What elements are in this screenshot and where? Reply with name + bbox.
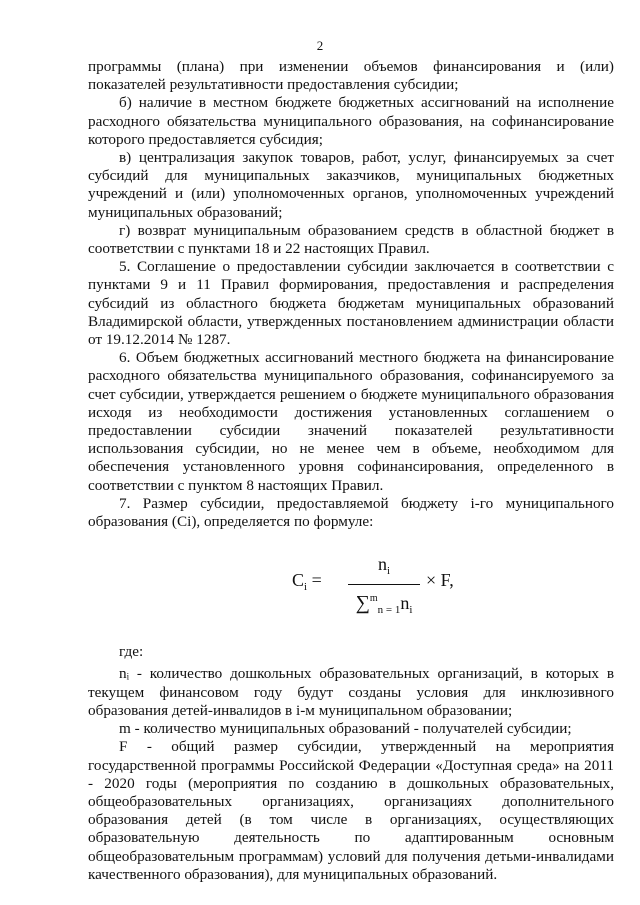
formula-block [88,545,614,637]
paragraph: nᵢ - количество дошкольных образовательных организаций, в которых в текущем финансовом году будут созданы условия для инклюзивного образования детей-инвалидов в i-м муниципальном образовании; [88,665,614,719]
document-body [88,58,614,884]
formula-lhs: $C_i$ = [292,570,322,594]
page-number: 2 [316,38,324,53]
paragraph: 5. Соглашение о предоставлении субсидии заключается в соответствии с пунктами 9 и 11 Правил формирования, предоставления и распределения субсидий из областного бюджета бюджетам муниципальных образований Владимирской области, утвержденных постановлением администрации области от 19.12.2014 № 1287. [88,258,614,349]
where-label: где: [119,643,144,661]
paragraph: 7. Размер субсидии, предоставляемой бюджету i-го муниципального образования (Ci), определяется по формуле: [88,494,614,531]
paragraph: б) наличие в местном бюджете бюджетных ассигнований на исполнение расходного обязательства муниципального образования, на софинансирование которого предоставляется субсидия; [88,94,614,148]
formula-fraction [348,553,420,621]
formula-denominator: $\sum^m_{n = 1}n_i$ [355,592,413,617]
formula-numerator: $n_i$ [377,554,391,578]
paragraphs-top [88,58,614,531]
paragraph: г) возврат муниципальным образованием средств в областной бюджет в соответствии с пунктами 18 и 22 настоящих Правил. [88,221,614,258]
paragraph: 6. Объем бюджетных ассигнований местного бюджета на финансирование расходного обязательства муниципального образования, софинансируемого за счет субсидии, утверждается решением о бюджете муниципального образования исходя из необходимости достижения установленных соглашением о предоставлении субсидии значений показателей результативности использования субсидии, но не менее чем в объеме, необходимом для обеспечения установленного уровня софинансирования, определенного в соответствии с пунктом 8 настоящих Правил. [88,349,614,494]
paragraph: в) централизация закупок товаров, работ, услуг, финансируемых за счет субсидий для муниципальных заказчиков, муниципальных бюджетных учреждений и (или) уполномоченных органов, уполномоченных учреждений муниципальных образований; [88,149,614,221]
formula-rhs: × F, [426,570,454,591]
fraction-bar [348,584,420,585]
paragraph: m - количество муниципальных образований - получателей субсидии; [119,720,572,738]
paragraphs-bottom [88,665,614,883]
paragraph: F - общий размер субсидии, утвержденный на мероприятия государственной программы Российской Федерации «Доступная среда» на 2011 - 2020 годы (мероприятия по созданию в дошкольных образовательных, общеобразовательных организациях, организациях дополнительного образования детей (в том числе в организациях, осуществляющих образовательную деятельность по адаптированным основным общеобразовательным программам) условий для получения детьми-инвалидами качественного образования), для муниципальных образований. [88,738,614,883]
paragraph: программы (плана) при изменении объемов финансирования и (или) показателей результативности предоставления субсидии; [88,58,614,94]
